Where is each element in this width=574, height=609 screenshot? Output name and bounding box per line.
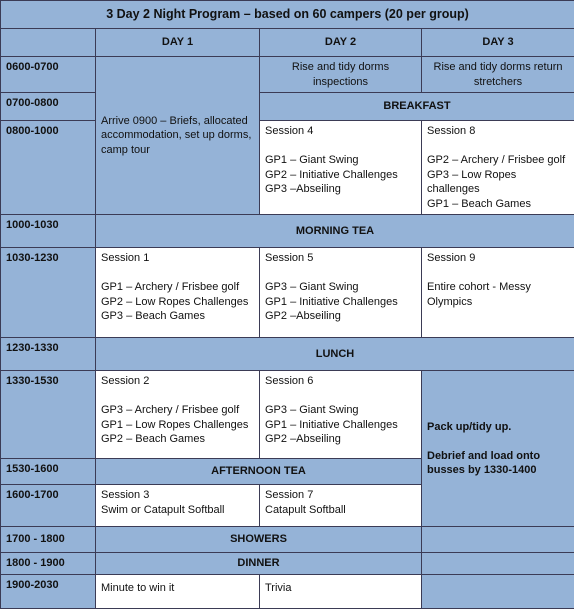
session-4-line: GP1 – Giant Swing [265, 153, 416, 168]
time-header-empty [1, 29, 96, 57]
session-6-title: Session 6 [265, 374, 416, 389]
pack-up-text: Pack up/tidy up. [427, 420, 569, 435]
session-3-title: Session 3 [101, 488, 254, 503]
day2-morning-cell: Rise and tidy dorms inspections [260, 57, 422, 93]
time-1030-1230: 1030-1230 [1, 248, 96, 338]
session-8-line: GP3 – Low Ropes challenges [427, 168, 569, 197]
session-1-line: GP3 – Beach Games [101, 309, 254, 324]
session-5-cell [260, 248, 422, 338]
day1-arrival-text: Arrive 0900 – Briefs, allocated accommodation, set up dorms, camp tour [101, 115, 251, 156]
session-9-cell [422, 248, 574, 338]
lunch-band: LUNCH [96, 338, 574, 371]
time-1700-1800: 1700 - 1800 [1, 527, 96, 553]
session-3-cell [96, 485, 260, 527]
session-4-line: GP2 – Initiative Challenges [265, 168, 416, 183]
afternoon-tea-band: AFTERNOON TEA [96, 459, 422, 485]
showers-band: SHOWERS [96, 527, 422, 553]
debrief-text: Debrief and load onto busses by 1330-1400 [427, 449, 569, 478]
time-1800-1900: 1800 - 1900 [1, 553, 96, 575]
breakfast-band: BREAKFAST [260, 93, 574, 121]
dinner-day3-empty [422, 553, 574, 575]
session-2-line: GP1 – Low Ropes Challenges [101, 418, 254, 433]
session-1-line: GP2 – Low Ropes Challenges [101, 295, 254, 310]
session-4-title: Session 4 [265, 124, 416, 139]
session-5-line: GP2 –Abseiling [265, 309, 416, 324]
session-1-cell [96, 248, 260, 338]
session-4-cell [260, 121, 422, 215]
session-7-title: Session 7 [265, 488, 416, 503]
session-9-title: Session 9 [427, 251, 569, 266]
session-8-line: GP1 – Beach Games [427, 197, 569, 212]
session-4-line: GP3 –Abseiling [265, 182, 416, 197]
day1-evening-cell: Minute to win it [96, 575, 260, 609]
session-2-title: Session 2 [101, 374, 254, 389]
session-2-line: GP3 – Archery / Frisbee golf [101, 403, 254, 418]
session-2-line: GP2 – Beach Games [101, 432, 254, 447]
day3-header: DAY 3 [422, 29, 574, 57]
session-8-line: GP2 – Archery / Frisbee golf [427, 153, 569, 168]
session-6-line: GP3 – Giant Swing [265, 403, 416, 418]
time-0700-0800: 0700-0800 [1, 93, 96, 121]
morning-tea-band: MORNING TEA [96, 215, 574, 248]
session-3-line: Swim or Catapult Softball [101, 503, 254, 518]
session-7-cell [260, 485, 422, 527]
session-9-line: Entire cohort - Messy Olympics [427, 280, 569, 309]
session-6-cell [260, 371, 422, 459]
showers-day3-empty [422, 527, 574, 553]
time-1900-2030: 1900-2030 [1, 575, 96, 609]
time-0600-0700: 0600-0700 [1, 57, 96, 93]
day2-header: DAY 2 [260, 29, 422, 57]
session-1-title: Session 1 [101, 251, 254, 266]
session-5-line: GP3 – Giant Swing [265, 280, 416, 295]
day1-arrival-cell [96, 57, 260, 215]
session-2-cell [96, 371, 260, 459]
evening-day3-empty [422, 575, 574, 609]
session-5-title: Session 5 [265, 251, 416, 266]
day3-departure-cell [422, 371, 574, 527]
time-1600-1700: 1600-1700 [1, 485, 96, 527]
time-1330-1530: 1330-1530 [1, 371, 96, 459]
day3-morning-cell: Rise and tidy dorms return stretchers [422, 57, 574, 93]
session-6-line: GP2 –Abseiling [265, 432, 416, 447]
time-1230-1330: 1230-1330 [1, 338, 96, 371]
time-1530-1600: 1530-1600 [1, 459, 96, 485]
session-7-line: Catapult Softball [265, 503, 416, 518]
session-8-title: Session 8 [427, 124, 569, 139]
time-1000-1030: 1000-1030 [1, 215, 96, 248]
session-6-line: GP1 – Initiative Challenges [265, 418, 416, 433]
time-0800-1000: 0800-1000 [1, 121, 96, 215]
program-title: 3 Day 2 Night Program – based on 60 campers (20 per group) [1, 1, 574, 29]
day1-header: DAY 1 [96, 29, 260, 57]
session-8-cell [422, 121, 574, 215]
session-1-line: GP1 – Archery / Frisbee golf [101, 280, 254, 295]
dinner-band: DINNER [96, 553, 422, 575]
session-5-line: GP1 – Initiative Challenges [265, 295, 416, 310]
day2-evening-cell: Trivia [260, 575, 422, 609]
